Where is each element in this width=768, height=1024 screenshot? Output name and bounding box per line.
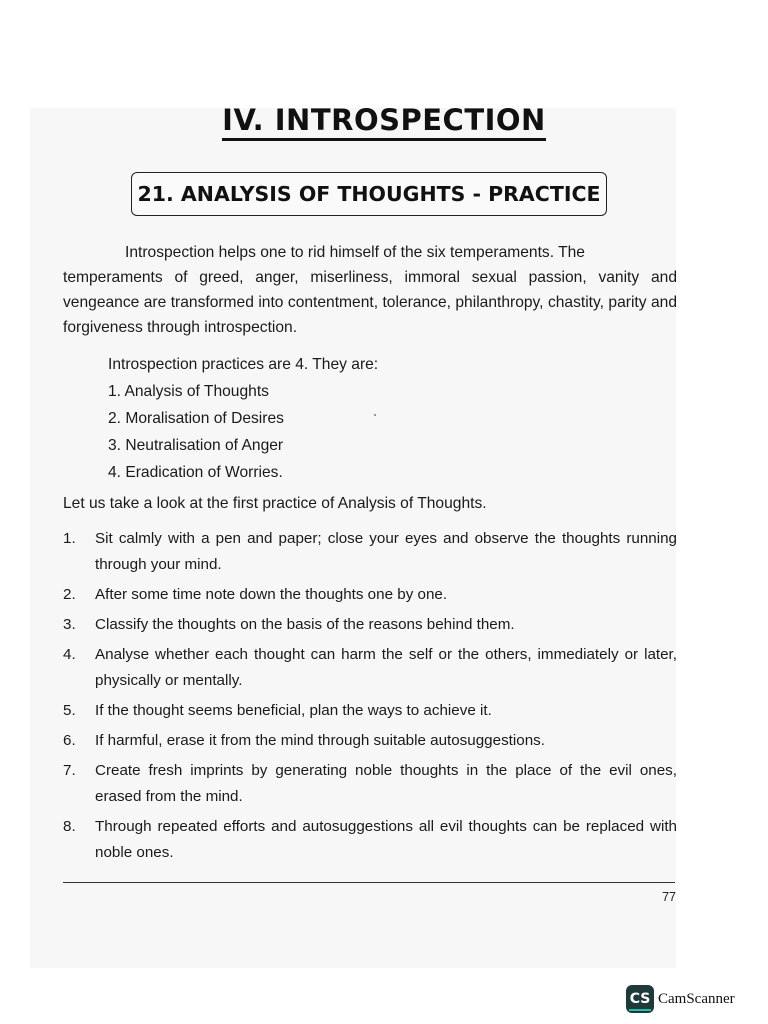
step-text: After some time note down the thoughts one by one. — [95, 586, 448, 603]
speck — [374, 414, 376, 416]
intro-paragraph — [63, 240, 677, 340]
practice-item: 4. Eradication of Worries. — [108, 464, 283, 481]
step-item — [63, 526, 677, 578]
practice-item: 1. Analysis of Thoughts — [108, 383, 269, 400]
intro-first-line: Introspection helps one to rid himself of the six temperaments. The — [125, 244, 585, 261]
step-number: 1. — [63, 530, 76, 547]
section-title: 21. ANALYSIS OF THOUGHTS - PRACTICE — [137, 182, 601, 206]
camscanner-name: CamScanner — [658, 990, 735, 1007]
step-text: Analyse whether each thought can harm the self or the others, immediately or later, physically or mentally. — [95, 646, 677, 689]
step-item — [63, 612, 677, 638]
step-text: If the thought seems beneficial, plan the ways to achieve it. — [95, 702, 492, 719]
practices-intro: Introspection practices are 4. They are: — [108, 356, 379, 373]
page-number: 77 — [662, 890, 676, 904]
step-number: 5. — [63, 702, 76, 719]
step-text: If harmful, erase it from the mind through suitable autosuggestions. — [95, 732, 545, 749]
chapter-title — [0, 103, 768, 137]
camscanner-watermark — [626, 985, 735, 1013]
camscanner-logo-text: CS — [629, 991, 651, 1007]
step-number: 4. — [63, 646, 76, 663]
step-text: Classify the thoughts on the basis of the reasons behind them. — [95, 616, 515, 633]
camscanner-logo-icon — [626, 985, 654, 1013]
lead-sentence: Let us take a look at the first practice of Analysis of Thoughts. — [63, 495, 487, 512]
step-text: Through repeated efforts and autosuggestions all evil thoughts can be replaced with noble ones. — [95, 818, 677, 861]
practices-list — [108, 351, 508, 486]
step-item — [63, 728, 677, 754]
chapter-title-text: IV. INTROSPECTION — [222, 103, 546, 141]
step-item — [63, 698, 677, 724]
section-title-box — [131, 172, 607, 216]
step-number: 6. — [63, 732, 76, 749]
step-number: 2. — [63, 586, 76, 603]
intro-rest: temperaments of greed, anger, miserliness, immoral sexual passion, vanity and vengeance are transformed into contentment, tolerance, philanthropy, chastity, parity and forgiveness through introspection. — [63, 269, 677, 336]
step-item — [63, 642, 677, 694]
step-number: 3. — [63, 616, 76, 633]
step-text: Create fresh imprints by generating noble thoughts in the place of the evil ones, erased from the mind. — [95, 762, 677, 805]
practice-item: 2. Moralisation of Desires — [108, 410, 284, 427]
step-item — [63, 582, 677, 608]
step-number: 8. — [63, 818, 76, 835]
step-number: 7. — [63, 762, 76, 779]
footer-rule — [63, 882, 675, 883]
step-text: Sit calmly with a pen and paper; close your eyes and observe the thoughts running through your mind. — [95, 530, 677, 573]
steps-list — [63, 526, 677, 870]
practice-item: 3. Neutralisation of Anger — [108, 437, 284, 454]
step-item — [63, 758, 677, 810]
step-item — [63, 814, 677, 866]
